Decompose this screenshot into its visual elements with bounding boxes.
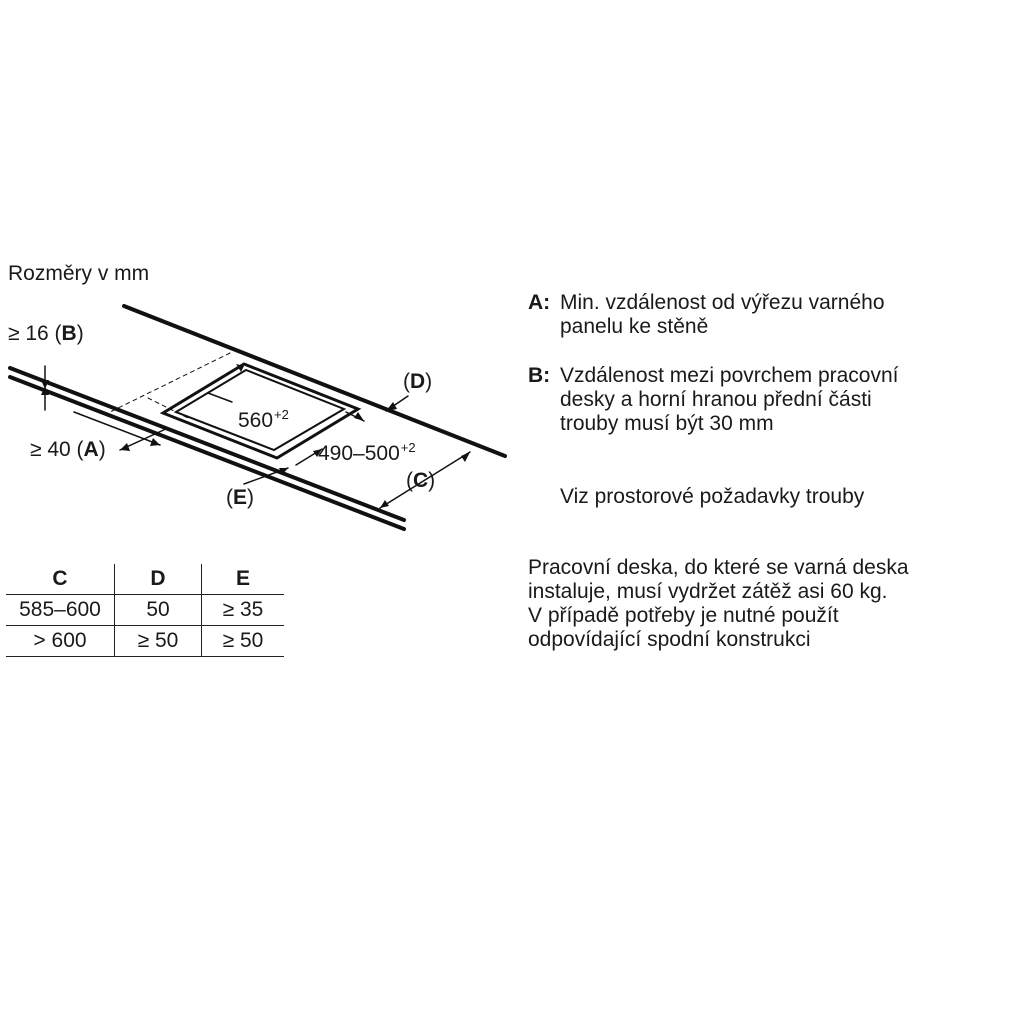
cutout-width-value: 560 xyxy=(238,409,274,432)
dimension-e-open: ( xyxy=(226,486,233,509)
table-header-c: C xyxy=(6,564,115,595)
table-header-e: E xyxy=(202,564,285,595)
worktop-note-line: odpovídající spodní konstrukci xyxy=(528,628,811,651)
oven-note: Viz prostorové požadavky trouby xyxy=(560,485,865,508)
dimension-e-close: ) xyxy=(247,486,255,509)
note-a-line: panelu ke stěně xyxy=(560,315,709,338)
dimension-b-letter: B xyxy=(61,322,77,345)
table-cell: > 600 xyxy=(6,626,115,657)
dimension-a-close: ) xyxy=(98,438,106,461)
note-b-line: trouby musí být 30 mm xyxy=(560,412,774,435)
dimension-b-value: ≥ 16 ( xyxy=(8,322,62,345)
cutout-depth-tolerance: +2 xyxy=(400,440,416,455)
dimension-b-close: ) xyxy=(76,322,84,345)
note-a-text xyxy=(560,291,885,339)
table-cell: ≥ 35 xyxy=(202,595,285,626)
dimension-a-label xyxy=(30,438,106,462)
table-cell: ≥ 50 xyxy=(115,626,202,657)
cutout-width-tolerance: +2 xyxy=(274,407,289,422)
cutout-depth-value: 490–500 xyxy=(318,442,400,465)
dimension-e-letter: E xyxy=(233,486,248,509)
worktop-note xyxy=(528,556,909,652)
table-header-d: D xyxy=(115,564,202,595)
table-cell: 50 xyxy=(115,595,202,626)
dimension-table xyxy=(6,564,284,657)
note-a xyxy=(528,291,885,339)
note-a-line: Min. vzdálenost od výřezu varného xyxy=(560,291,885,314)
table-header-row xyxy=(6,564,284,595)
worktop-note-line: V případě potřeby je nutné použít xyxy=(528,604,839,627)
dimension-d-open: ( xyxy=(403,370,410,393)
dimension-d-label xyxy=(403,370,432,394)
note-a-key: A: xyxy=(528,291,551,314)
dimension-d-letter: D xyxy=(410,370,426,393)
note-b-line: Vzdálenost mezi povrchem pracovní xyxy=(560,364,899,387)
note-b-line: desky a horní hranou přední části xyxy=(560,388,872,411)
table-row xyxy=(6,626,284,657)
note-b-text xyxy=(560,364,899,436)
dimension-a-letter: A xyxy=(83,438,99,461)
dimension-e-label xyxy=(226,486,254,510)
dimension-a-value: ≥ 40 ( xyxy=(30,438,84,461)
dimension-c-open: ( xyxy=(406,469,413,492)
note-b-key: B: xyxy=(528,364,551,387)
dimension-c-close: ) xyxy=(428,469,436,492)
dimension-d-close: ) xyxy=(425,370,433,393)
table-cell: ≥ 50 xyxy=(202,626,285,657)
table-row xyxy=(6,595,284,626)
cutout-width-label xyxy=(238,403,289,433)
note-b xyxy=(528,364,899,436)
dimension-c-label xyxy=(406,469,435,493)
worktop-note-line: Pracovní deska, do které se varná deska xyxy=(528,556,909,579)
dimension-c-letter: C xyxy=(413,469,429,492)
worktop-note-line: instaluje, musí vydržet zátěž asi 60 kg. xyxy=(528,580,888,603)
cutout-depth-label xyxy=(318,436,416,466)
page-title: Rozměry v mm xyxy=(8,262,150,285)
dimension-b-label xyxy=(8,322,84,346)
table-cell: 585–600 xyxy=(6,595,115,626)
